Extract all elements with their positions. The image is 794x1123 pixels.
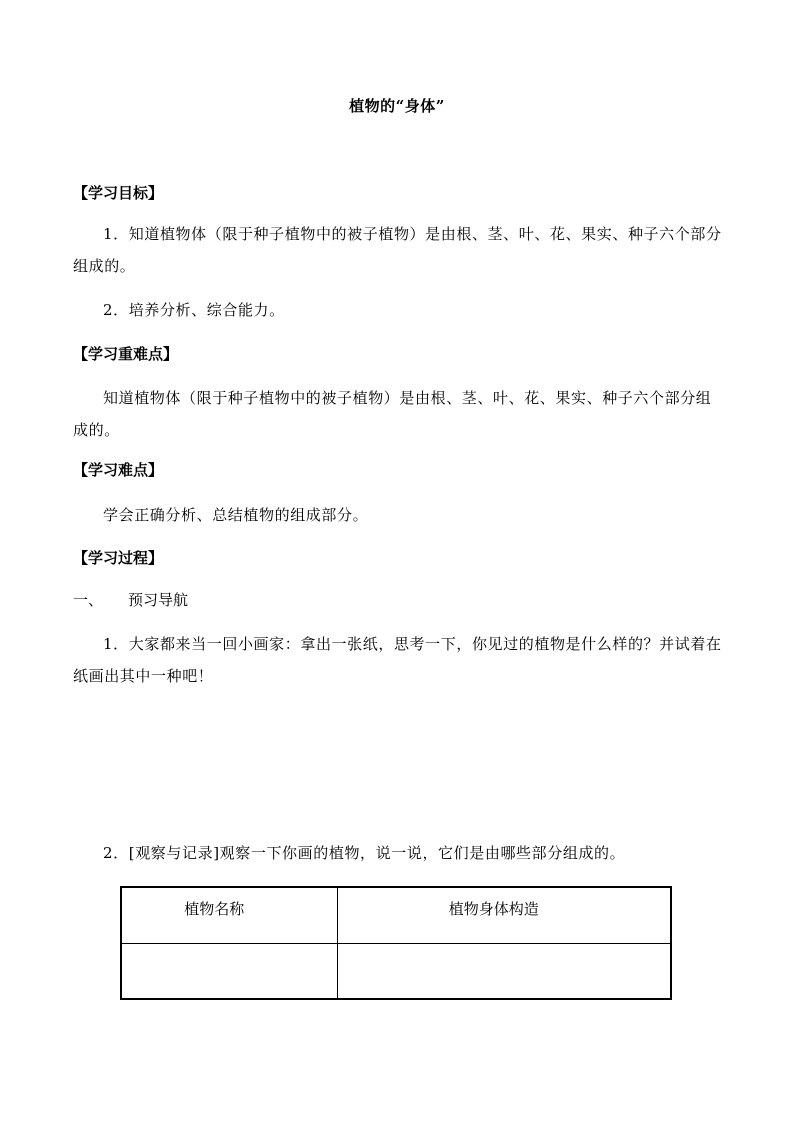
difficulty-text: 学会正确分析、总结植物的组成部分。 xyxy=(103,506,369,524)
objective-item-1: 1．知道植物体（限于种子植物中的被子植物）是由根、茎、叶、花、果实、种子六个部分组成的。 xyxy=(73,225,722,275)
key-points-text: 知道植物体（限于种子植物中的被子植物）是由根、茎、叶、花、果实、种子六个部分组成的。 xyxy=(73,389,712,439)
process-heading: 【学习过程】 xyxy=(73,549,164,567)
document-title: 植物的“身体” xyxy=(349,97,445,115)
header-plant-structure: 植物身体构造 xyxy=(337,887,671,943)
objective-item-2: 2．培养分析、综合能力。 xyxy=(103,301,285,319)
key-points-heading: 【学习重难点】 xyxy=(73,345,179,363)
section-title: 预习导航 xyxy=(128,591,189,609)
table-header-row xyxy=(121,887,671,943)
table-row xyxy=(121,943,671,999)
objectives-heading: 【学习目标】 xyxy=(73,184,164,202)
cell-plant-structure[interactable] xyxy=(337,943,671,999)
section-number: 一、 xyxy=(73,591,104,609)
difficulty-heading: 【学习难点】 xyxy=(73,461,164,479)
record-table xyxy=(120,886,672,1000)
process-item-1: 1．大家都来当一回小画家：拿出一张纸，思考一下，你见过的植物是什么样的？并试着在纸画出其中一种吧！ xyxy=(73,635,722,685)
process-item-2: 2．[观察与记录]观察一下你画的植物，说一说，它们是由哪些部分组成的。 xyxy=(103,844,626,862)
header-plant-name: 植物名称 xyxy=(121,887,337,943)
cell-plant-name[interactable] xyxy=(121,943,337,999)
section-preview-guide xyxy=(73,590,188,610)
